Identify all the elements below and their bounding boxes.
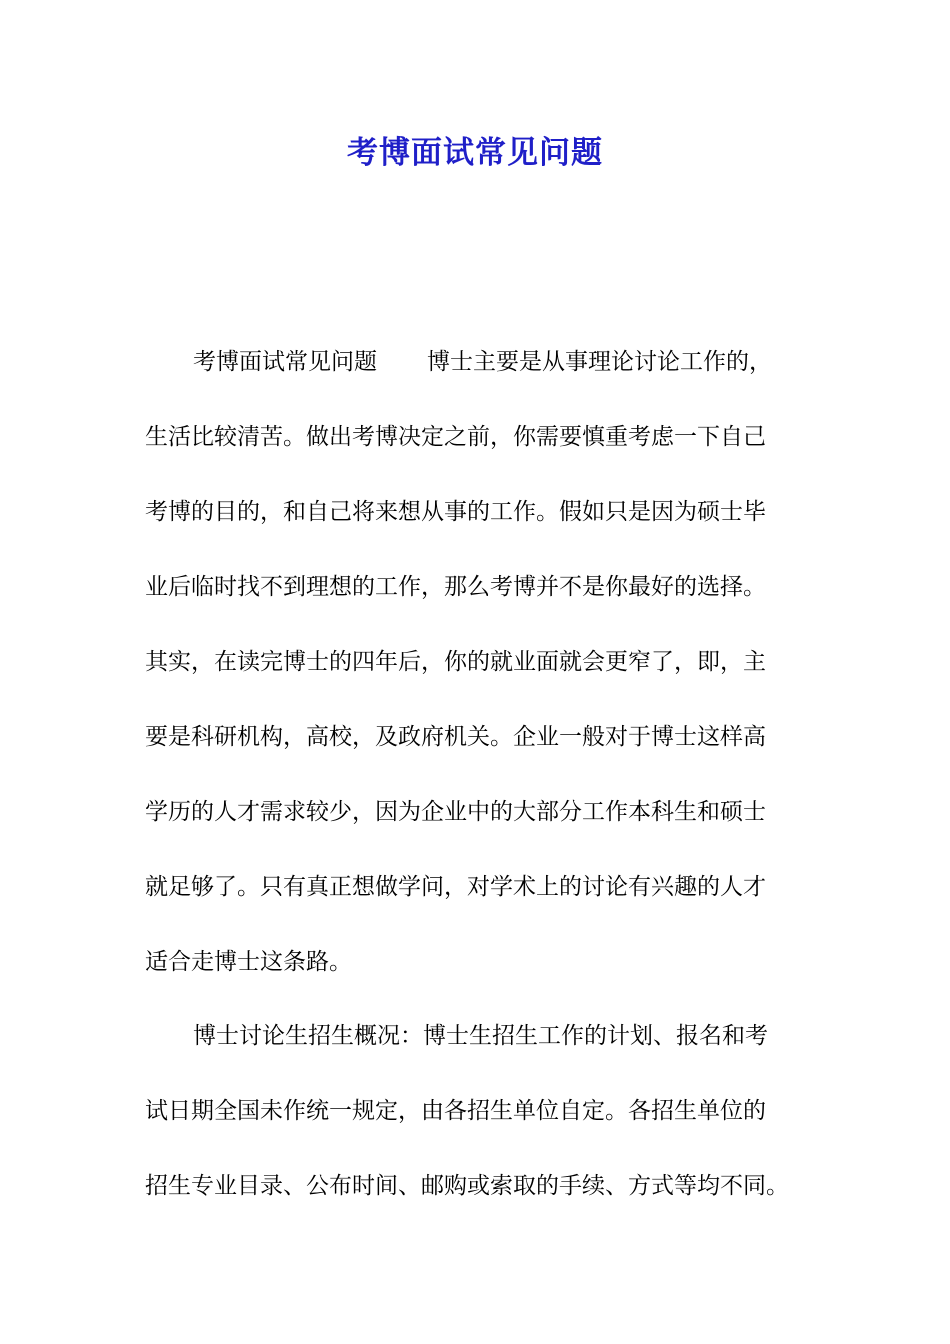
paragraph-admissions bbox=[145, 1016, 815, 1241]
paragraph-line: 业后临时找不到理想的工作，那么考博并不是你最好的选择。 bbox=[145, 574, 766, 600]
paragraph-intro bbox=[145, 342, 815, 1017]
document-title: 考博面试常见问题 bbox=[347, 135, 603, 171]
paragraph-line: 适合走博士这条路。 bbox=[145, 949, 352, 975]
paragraph-line: 考博的目的，和自己将来想从事的工作。假如只是因为硕士毕 bbox=[145, 499, 766, 525]
line-text: 博士主要是从事理论讨论工作的， bbox=[427, 349, 772, 375]
paragraph-line: 博士讨论生招生概况：博士生招生工作的计划、报名和考 bbox=[193, 1023, 768, 1049]
paragraph-line: 招生专业目录、公布时间、邮购或索取的手续、方式等均不同。 bbox=[145, 1173, 789, 1199]
paragraph-line bbox=[145, 342, 815, 417]
paragraph-line: 试日期全国未作统一规定，由各招生单位自定。各招生单位的 bbox=[145, 1098, 766, 1124]
paragraph-line: 学历的人才需求较少，因为企业中的大部分工作本科生和硕士 bbox=[145, 799, 766, 825]
paragraph-line: 就足够了。只有真正想做学问，对学术上的讨论有兴趣的人才 bbox=[145, 874, 766, 900]
paragraph-line: 其实，在读完博士的四年后，你的就业面就会更窄了，即，主 bbox=[145, 649, 766, 675]
paragraph-line: 生活比较清苦。做出考博决定之前，你需要慎重考虑一下自己 bbox=[145, 424, 766, 450]
inline-heading: 考博面试常见问题 bbox=[193, 349, 377, 375]
paragraph-line: 要是科研机构，高校，及政府机关。企业一般对于博士这样高 bbox=[145, 724, 766, 750]
